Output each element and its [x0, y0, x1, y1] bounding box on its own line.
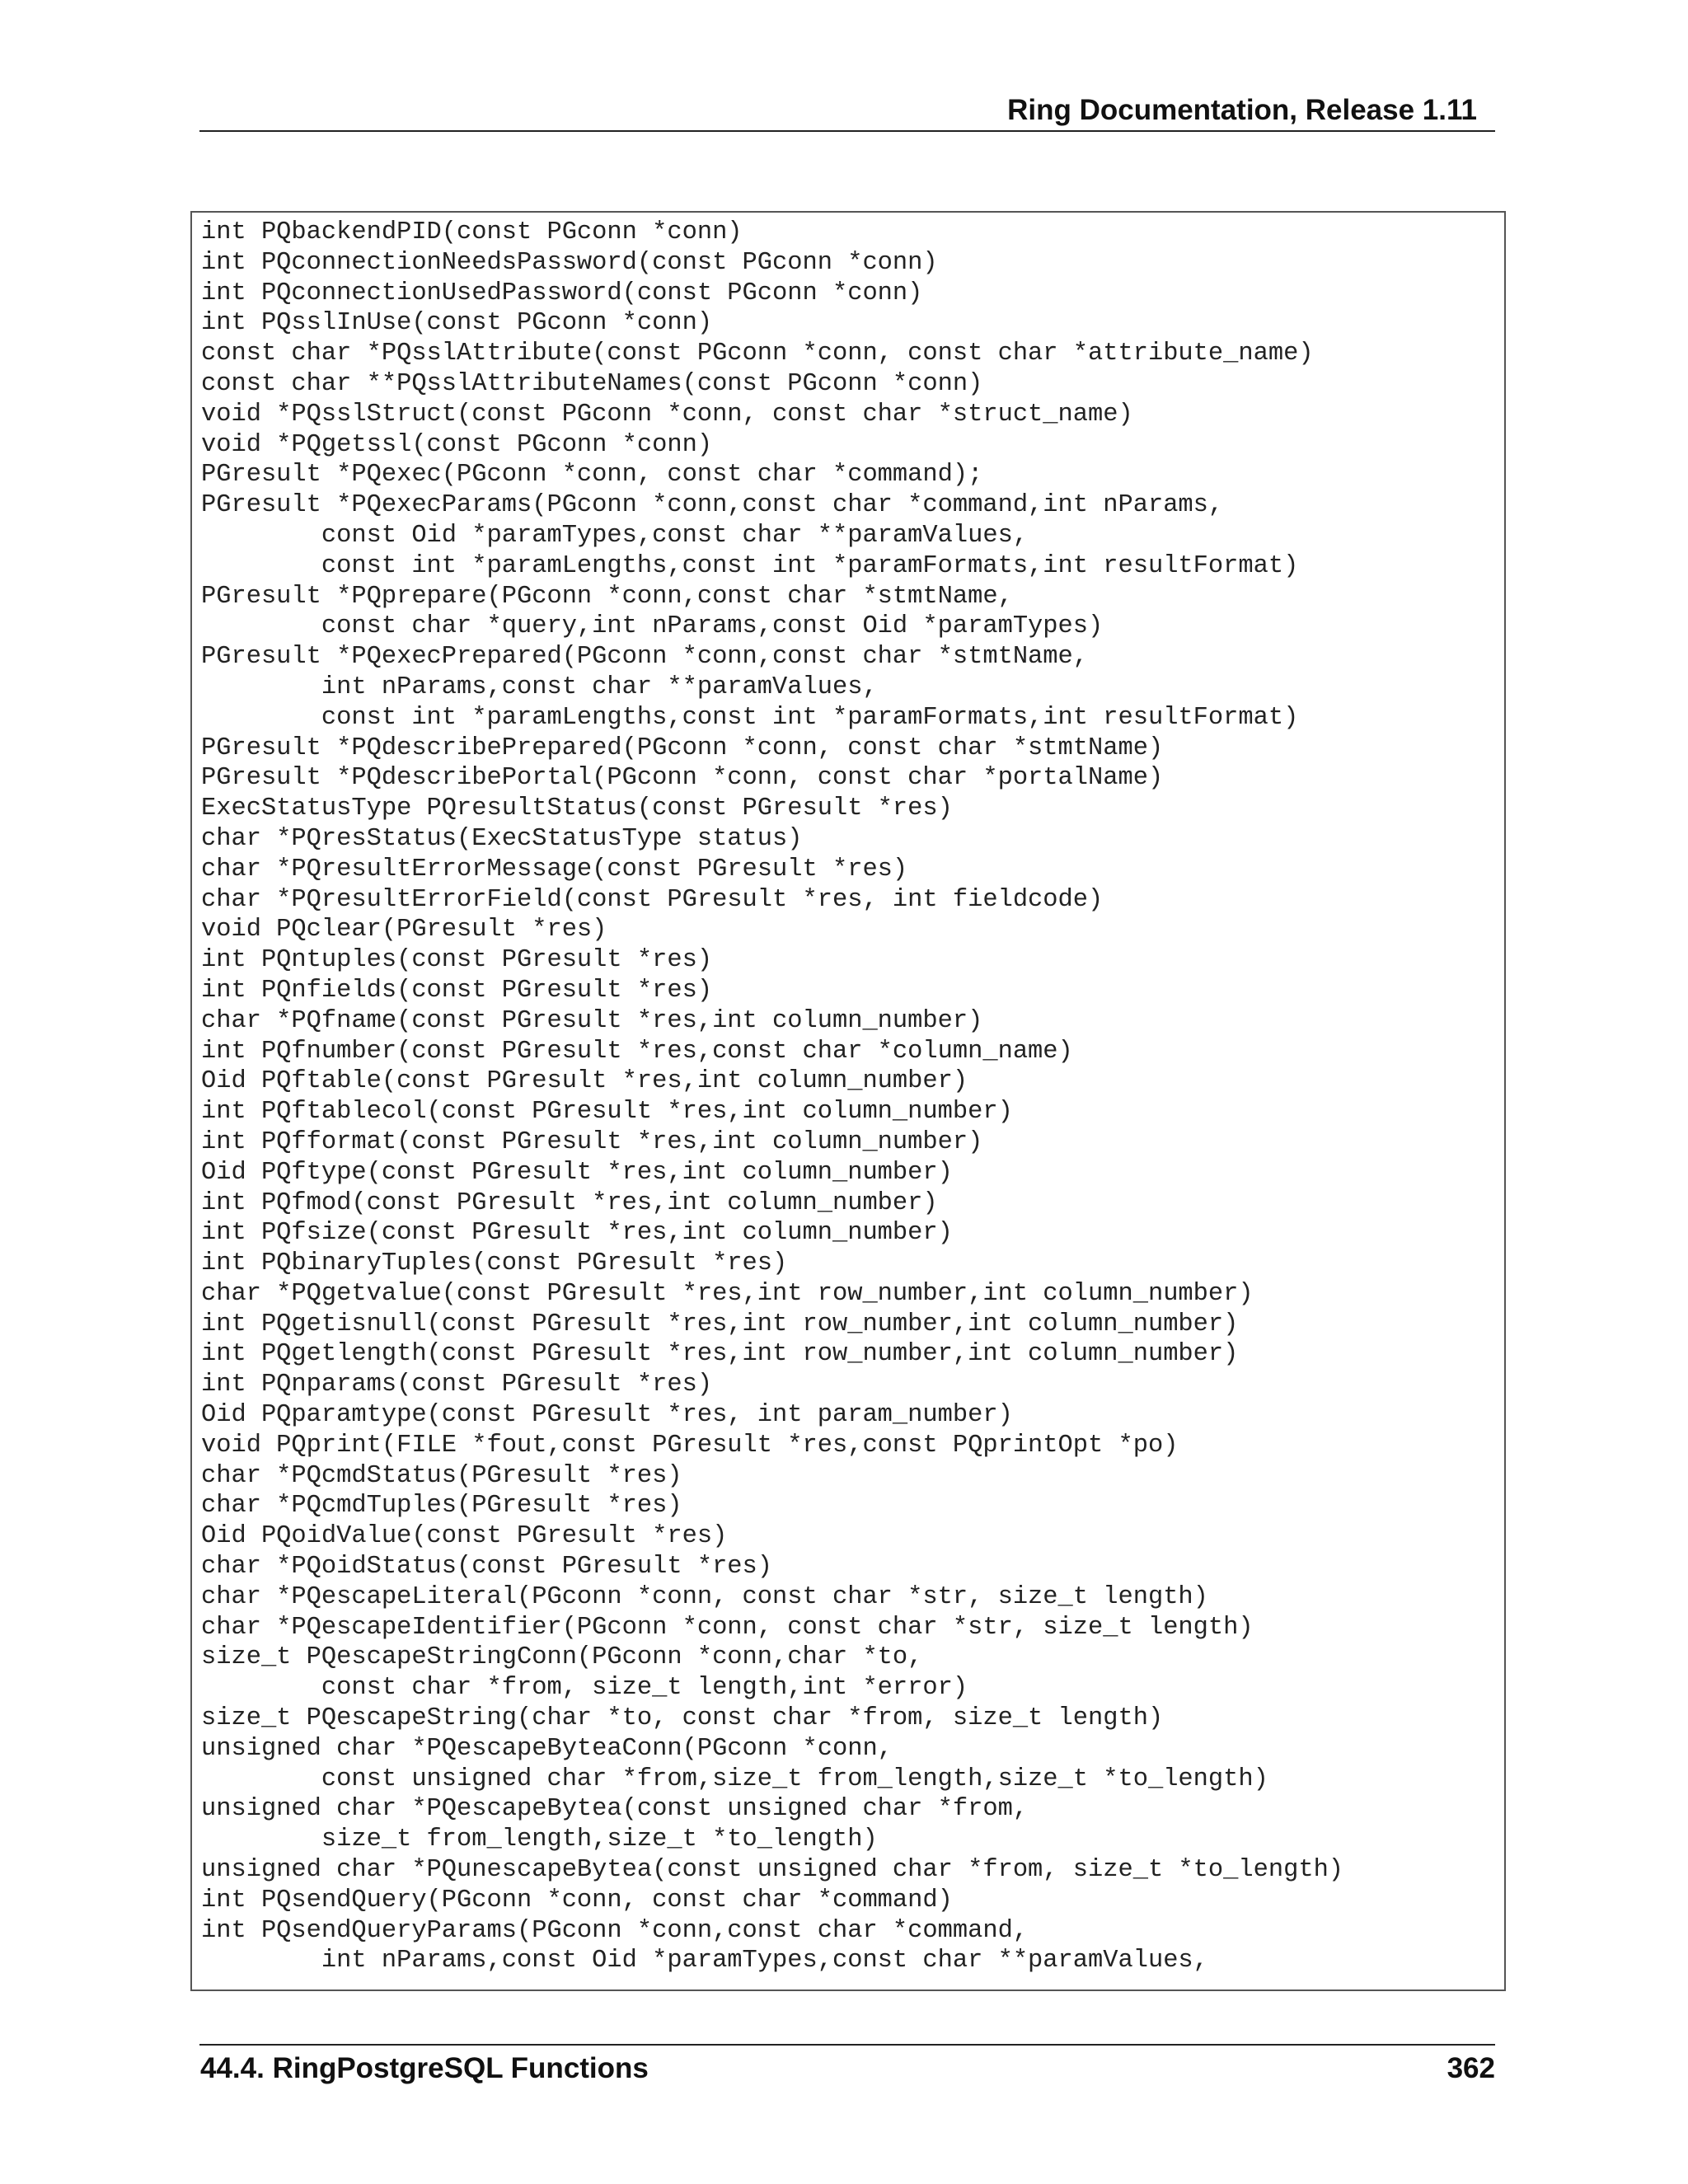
code-line: PGresult *PQexecParams(PGconn *conn,const char *command,int nParams, [201, 491, 1224, 520]
code-line: int PQgetisnull(const PGresult *res,int row_number,int column_number) [201, 1310, 1239, 1338]
code-line: size_t PQescapeString(char *to, const char *from, size_t length) [201, 1704, 1164, 1733]
code-lines [201, 218, 1343, 1976]
code-line: Oid PQftype(const PGresult *res,int column_number) [201, 1158, 953, 1187]
code-line: PGresult *PQexec(PGconn *conn, const char *command); [201, 461, 983, 490]
code-line: PGresult *PQprepare(PGconn *conn,const char *stmtName, [201, 582, 1013, 611]
code-line: char *PQoidStatus(const PGresult *res) [201, 1553, 773, 1582]
code-line: char *PQescapeLiteral(PGconn *conn, const char *str, size_t length) [201, 1582, 1208, 1611]
code-line: Oid PQparamtype(const PGresult *res, int param_number) [201, 1401, 1013, 1430]
code-line: size_t from_length,size_t *to_length) [201, 1825, 878, 1854]
code-line: char *PQfname(const PGresult *res,int column_number) [201, 1006, 983, 1035]
header-divider [199, 130, 1495, 132]
code-line: int nParams,const Oid *paramTypes,const char **paramValues, [201, 1947, 1208, 1975]
code-line: char *PQgetvalue(const PGresult *res,int row_number,int column_number) [201, 1279, 1254, 1308]
code-line: int PQntuples(const PGresult *res) [201, 946, 713, 975]
code-line: PGresult *PQdescribePortal(PGconn *conn, const char *portalName) [201, 764, 1164, 793]
code-line: char *PQresStatus(ExecStatusType status) [201, 824, 803, 853]
code-line: int PQfformat(const PGresult *res,int column_number) [201, 1127, 983, 1156]
footer-section-title: 44.4. RingPostgreSQL Functions [200, 2052, 649, 2084]
code-line: const char *from, size_t length,int *error) [201, 1674, 968, 1703]
code-line: int PQbackendPID(const PGconn *conn) [201, 218, 743, 246]
code-line: char *PQresultErrorField(const PGresult *res, int fieldcode) [201, 885, 1104, 914]
code-line: int PQgetlength(const PGresult *res,int row_number,int column_number) [201, 1340, 1239, 1369]
code-line: void PQclear(PGresult *res) [201, 916, 607, 944]
code-line: int PQsslInUse(const PGconn *conn) [201, 309, 713, 338]
code-line: void *PQsslStruct(const PGconn *conn, const char *struct_name) [201, 400, 1133, 429]
code-line: unsigned char *PQescapeByteaConn(PGconn *conn, [201, 1734, 893, 1763]
code-line: PGresult *PQexecPrepared(PGconn *conn,const char *stmtName, [201, 643, 1089, 672]
code-line: ExecStatusType PQresultStatus(const PGresult *res) [201, 794, 953, 823]
code-line: PGresult *PQdescribePrepared(PGconn *conn, const char *stmtName) [201, 733, 1164, 762]
code-line: int PQconnectionNeedsPassword(const PGconn *conn) [201, 248, 938, 277]
code-line: const int *paramLengths,const int *paramFormats,int resultFormat) [201, 703, 1299, 732]
code-line: const Oid *paramTypes,const char **paramValues, [201, 521, 1029, 550]
code-block [190, 211, 1506, 1991]
page-header-title: Ring Documentation, Release 1.11 [1007, 94, 1477, 126]
code-line: const char *query,int nParams,const Oid *paramTypes) [201, 612, 1104, 641]
code-line: int nParams,const char **paramValues, [201, 673, 878, 701]
code-line: unsigned char *PQunescapeBytea(const unsigned char *from, size_t *to_length) [201, 1856, 1344, 1885]
code-line: const unsigned char *from,size_t from_length,size_t *to_length) [201, 1765, 1268, 1793]
code-line: void PQprint(FILE *fout,const PGresult *res,const PQprintOpt *po) [201, 1431, 1179, 1460]
code-line: const char **PQsslAttributeNames(const PGconn *conn) [201, 369, 983, 398]
code-line: Oid PQoidValue(const PGresult *res) [201, 1522, 728, 1551]
code-line: void *PQgetssl(const PGconn *conn) [201, 430, 713, 459]
code-line: int PQbinaryTuples(const PGresult *res) [201, 1249, 788, 1278]
code-line: char *PQresultErrorMessage(const PGresult *res) [201, 855, 908, 883]
code-line: int PQsendQueryParams(PGconn *conn,const char *command, [201, 1916, 1029, 1945]
code-line: char *PQcmdStatus(PGresult *res) [201, 1461, 682, 1490]
code-line: int PQfnumber(const PGresult *res,const char *column_name) [201, 1037, 1073, 1066]
code-line: int PQsendQuery(PGconn *conn, const char *command) [201, 1886, 953, 1915]
code-line: Oid PQftable(const PGresult *res,int column_number) [201, 1067, 968, 1096]
code-line: int PQconnectionUsedPassword(const PGconn *conn) [201, 279, 923, 307]
code-line: size_t PQescapeStringConn(PGconn *conn,char *to, [201, 1643, 923, 1672]
code-line: char *PQcmdTuples(PGresult *res) [201, 1492, 682, 1521]
code-line: int PQnfields(const PGresult *res) [201, 976, 713, 1005]
code-line: const int *paramLengths,const int *paramFormats,int resultFormat) [201, 551, 1299, 580]
footer-divider [199, 2044, 1495, 2046]
code-line: int PQfmod(const PGresult *res,int column_number) [201, 1188, 938, 1217]
code-line: unsigned char *PQescapeBytea(const unsigned char *from, [201, 1795, 1029, 1824]
code-line: char *PQescapeIdentifier(PGconn *conn, const char *str, size_t length) [201, 1613, 1254, 1642]
code-line: const char *PQsslAttribute(const PGconn *conn, const char *attribute_name) [201, 340, 1314, 368]
footer-page-number: 362 [1447, 2052, 1495, 2084]
code-line: int PQnparams(const PGresult *res) [201, 1371, 713, 1399]
code-line: int PQfsize(const PGresult *res,int column_number) [201, 1219, 953, 1248]
code-line: int PQftablecol(const PGresult *res,int column_number) [201, 1098, 1013, 1127]
